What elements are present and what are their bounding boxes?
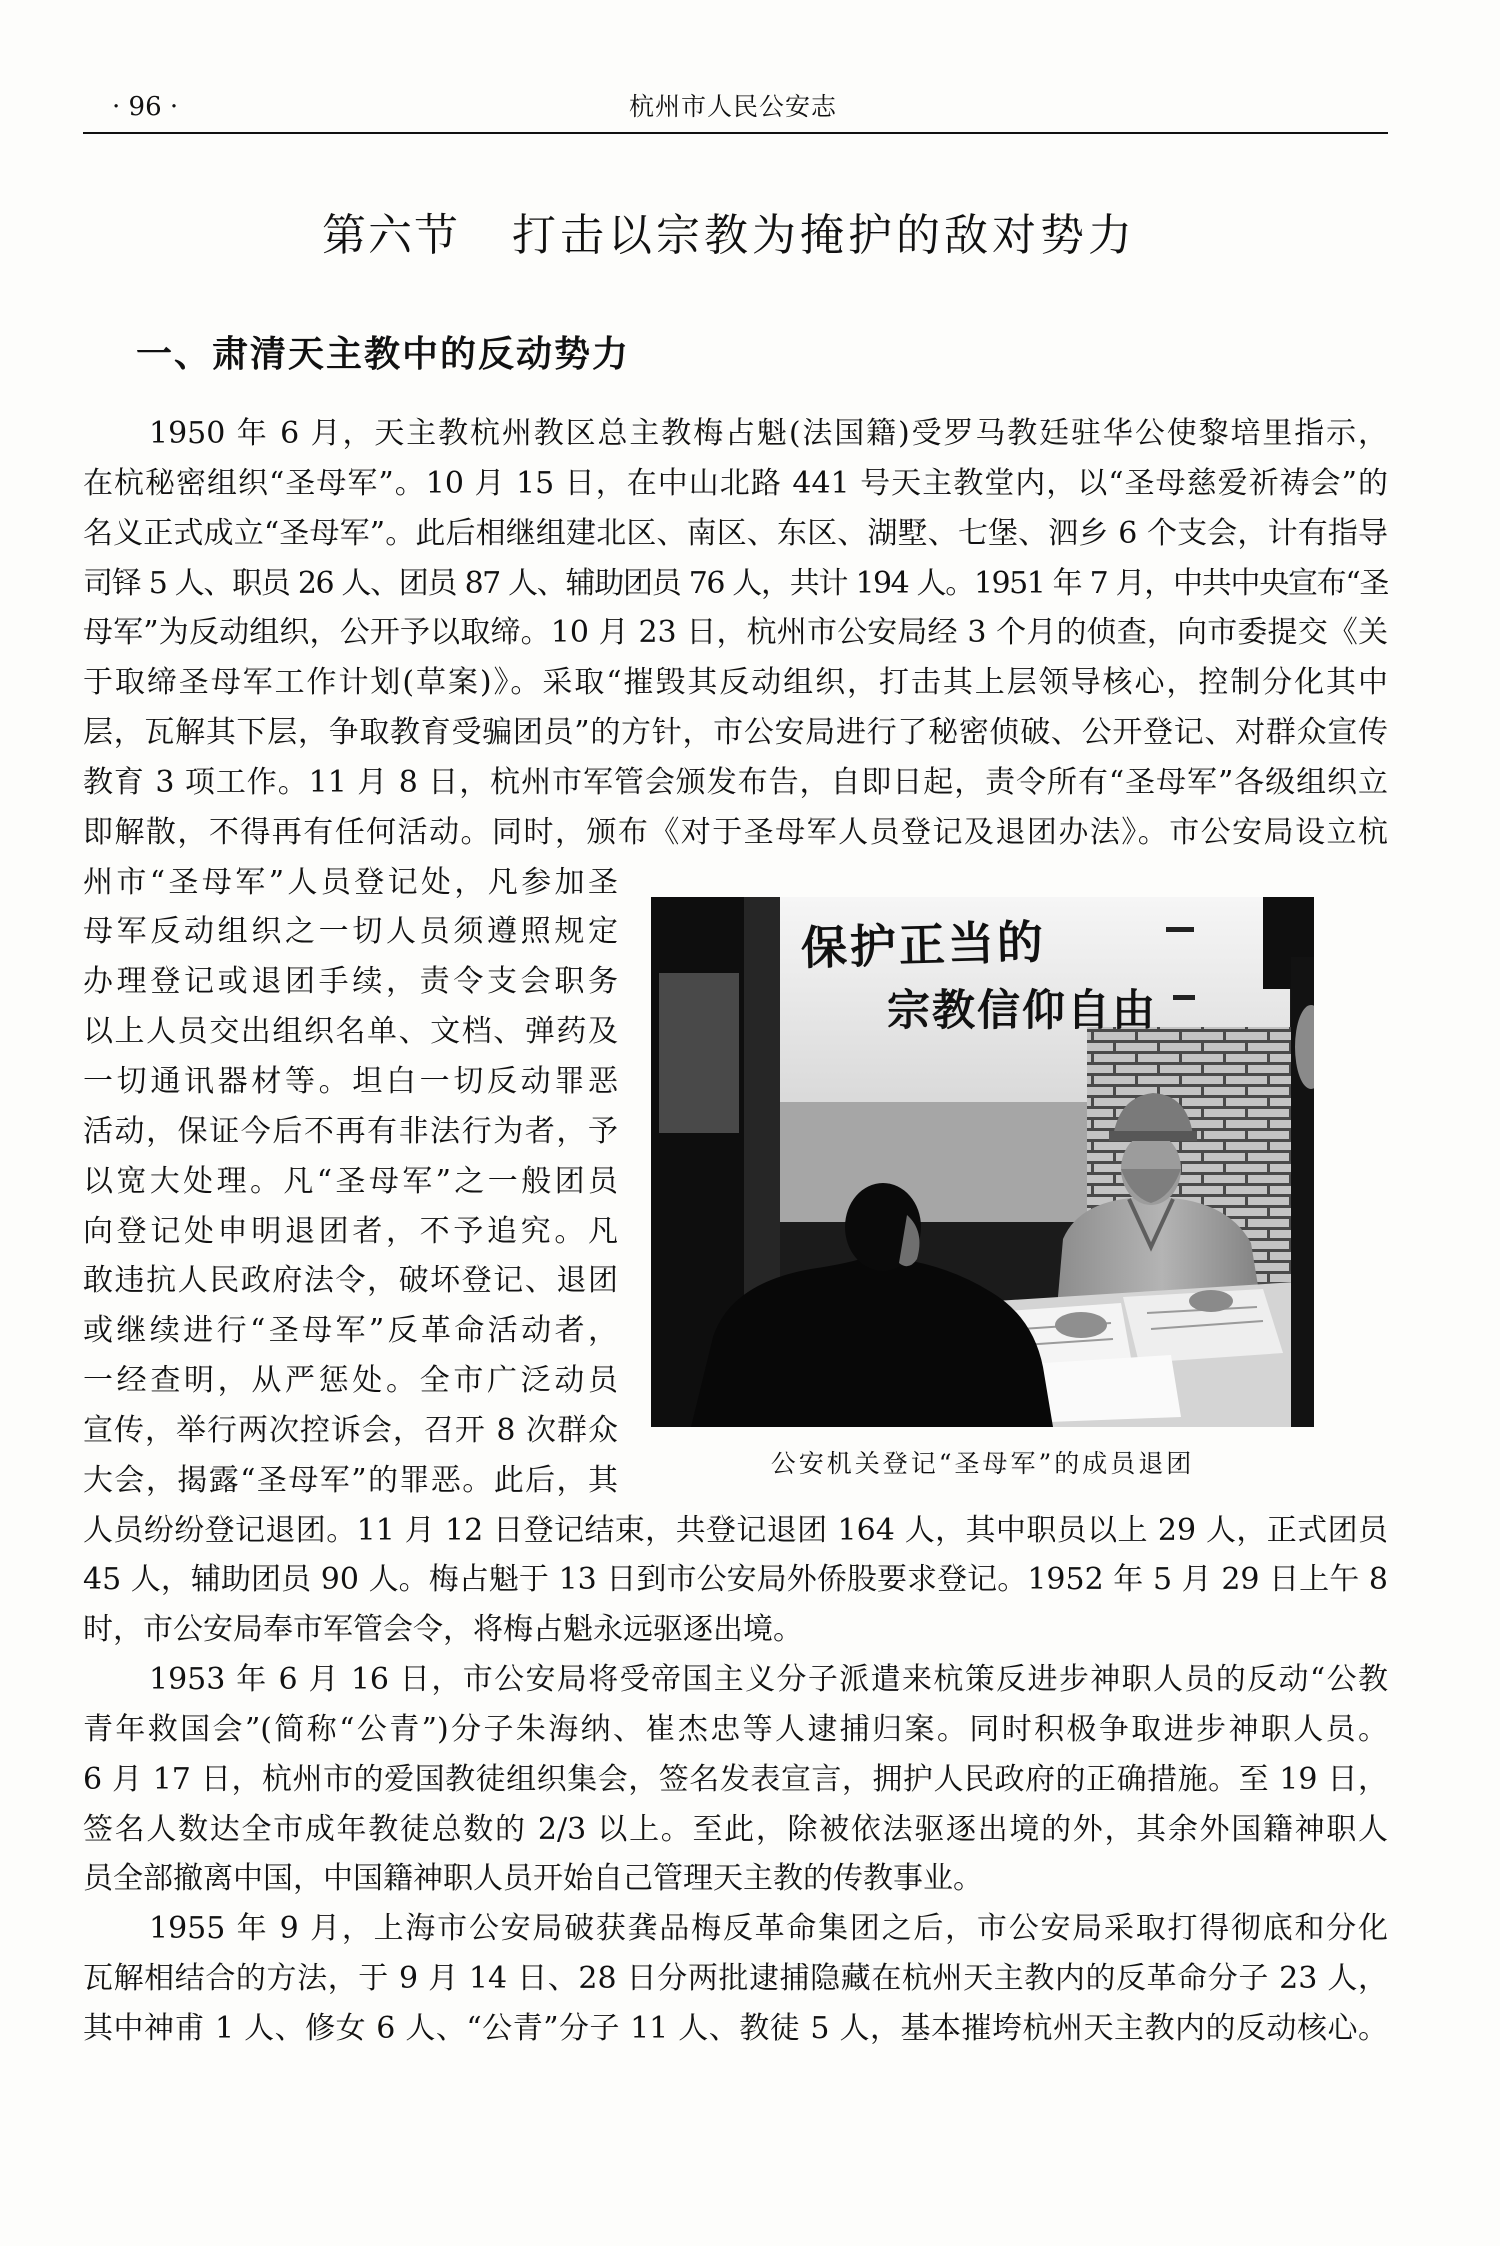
text-line: 6 月 17 日，杭州市的爱国教徒组织集会，签名发表宣言，拥护人民政府的正确措施。至 19 日，	[83, 1761, 1388, 1797]
text-line: 宣传，举行两次控诉会，召开 8 次群众	[83, 1412, 618, 1448]
text-line: 瓦解相结合的方法，于 9 月 14 日、28 日分两批逮捕隐藏在杭州天主教内的反革命分子 23 人，	[83, 1961, 1388, 1997]
section-number: 第六节	[322, 210, 460, 261]
sign-mark	[1173, 995, 1195, 1000]
photo-sign-line: 宗教信仰自由	[887, 986, 1157, 1036]
text-line: 母军反动组织之一切人员须遵照规定	[83, 914, 618, 950]
text-line: 其中神甫 1 人、修女 6 人、“公青”分子 11 人、教徒 5 人，基本摧垮杭州天主教内的反动核心。	[83, 2011, 1388, 2046]
section-heading: 打击以宗教为掩护的敌对势力	[512, 210, 1136, 261]
text-line: 或继续进行“圣母军”反革命活动者，	[83, 1313, 618, 1349]
sign-mark	[1166, 927, 1194, 932]
text-line: 敢违抗人民政府法令，破坏登记、退团	[83, 1263, 618, 1299]
text-line: 在杭秘密组织“圣母军”。10 月 15 日，在中山北路 441 号天主教堂内，以“圣母慈爱祈祷会”的	[83, 465, 1388, 501]
doorway-light	[659, 973, 739, 1133]
text-line: 以宽大处理。凡“圣母军”之一般团员	[83, 1163, 618, 1199]
lower-wall	[780, 1102, 1090, 1222]
photo-caption: 公安机关登记“圣母军”的成员退团	[770, 1449, 1195, 1478]
text-line: 母军”为反动组织，公开予以取缔。10 月 23 日，杭州市公安局经 3 个月的侦查，向市委提交《关	[83, 615, 1388, 651]
text-line: 签名人数达全市成年教徒总数的 2/3 以上。至此，除被依法驱逐出境的外，其余外国籍神职人	[83, 1811, 1388, 1847]
text-line: 人员纷纷登记退团。11 月 12 日登记结束，共登记退团 164 人，其中职员以上 29 人，正式团员	[83, 1512, 1388, 1548]
text-line: 员全部撤离中国，中国籍神职人员开始自己管理天主教的传教事业。	[83, 1861, 983, 1897]
section-title	[322, 208, 1136, 264]
text-line: 1955 年 9 月，上海市公安局破获龚品梅反革命集团之后，市公安局采取打得彻底和分化	[149, 1911, 1388, 1947]
text-line: 办理登记或退团手续，责令支会职务	[83, 964, 618, 1000]
header-rule	[83, 132, 1388, 134]
paragraph-2	[83, 1655, 1388, 1904]
text-line: 名义正式成立“圣母军”。此后相继组建北区、南区、东区、湖墅、七堡、泗乡 6 个支会，计有指导	[83, 515, 1388, 551]
text-line: 1953 年 6 月 16 日，市公安局将受帝国主义分子派遣来杭策反进步神职人员的反动“公教	[149, 1662, 1388, 1698]
right-edge-person	[1291, 957, 1314, 1427]
text-line: 于取缔圣母军工作计划(草案)》。采取“摧毁其反动组织，打击其上层领导核心，控制分化其中	[83, 665, 1388, 701]
text-line: 45 人，辅助团员 90 人。梅占魁于 13 日到市公安局外侨股要求登记。1952 年 5 月 29 日上午 8	[83, 1562, 1388, 1598]
text-line: 层，瓦解其下层，争取教育受骗团员”的方针，市公安局进行了秘密侦破、公开登记、对群众宣传	[83, 715, 1388, 751]
photo-image	[651, 897, 1314, 1427]
paragraph-3	[83, 1904, 1388, 2054]
subsection-heading: 一、肃清天主教中的反动势力	[136, 334, 631, 375]
text-line: 一经查明，从严惩处。全市广泛动员	[83, 1363, 618, 1399]
text-line: 1950 年 6 月，天主教杭州教区总主教梅占魁(法国籍)受罗马教廷驻华公使黎培里指示，	[149, 416, 1388, 451]
photo-sign-line: 保护正当的	[800, 914, 1047, 976]
page-number: · 96 ·	[112, 92, 179, 122]
text-line: 教育 3 项工作。11 月 8 日，杭州市军管会颁发布告，自即日起，责令所有“圣母军”各级组织立	[83, 764, 1388, 800]
text-line: 司铎 5 人、职员 26 人、团员 87 人、辅助团员 76 人，共计 194 人。1951 年 7 月，中共中央宣布“圣	[83, 565, 1388, 601]
text-line: 即解散，不得再有任何活动。同时，颁布《对于圣母军人员登记及退团办法》。市公安局设立杭	[83, 814, 1388, 850]
text-line: 活动，保证今后不再有非法行为者，予	[83, 1113, 618, 1149]
text-line: 向登记处申明退团者，不予追究。凡	[83, 1213, 618, 1249]
text-line: 大会，揭露“圣母军”的罪恶。此后，其	[83, 1462, 618, 1498]
text-line: 一切通讯器材等。坦白一切反动罪恶	[83, 1063, 618, 1099]
text-line: 时，市公安局奉市军管会令，将梅占魁永远驱逐出境。	[83, 1612, 803, 1648]
text-line: 州市“圣母军”人员登记处，凡参加圣	[83, 864, 618, 900]
photograph	[651, 897, 1314, 1427]
running-head-title: 杭州市人民公安志	[628, 92, 837, 121]
text-line: 青年救国会”(简称“公青”)分子朱海纳、崔杰忠等人逮捕归案。同时积极争取进步神职人员。	[83, 1711, 1388, 1747]
text-line: 以上人员交出组织名单、文档、弹药及	[83, 1014, 618, 1050]
